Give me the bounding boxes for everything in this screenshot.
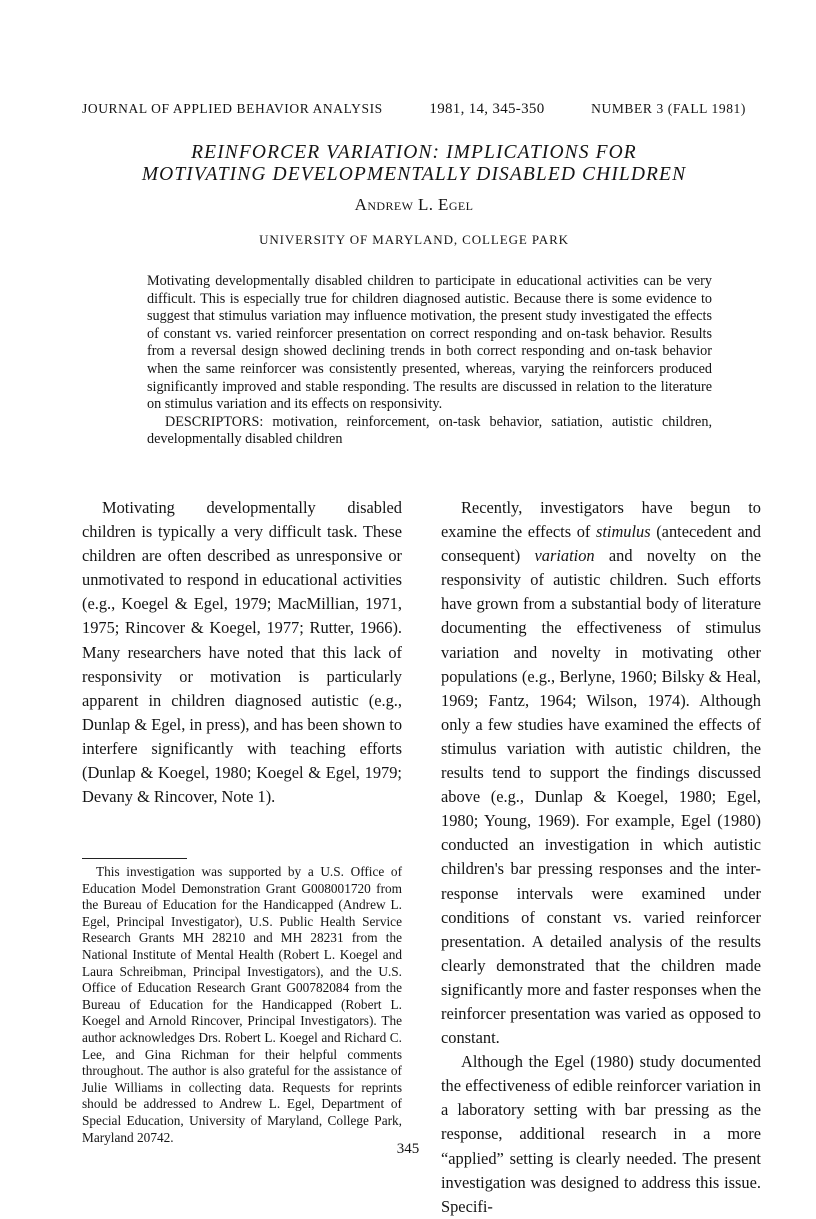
article-title	[82, 142, 746, 186]
text-run: and novelty on the responsivity of autistic children. Such efforts have grown from a substantial body of literature documenting the effectiveness of stimulus variation and novelty in motivating other populations (e.g., Berlyne, 1960; Bilsky & Heal, 1969; Fantz, 1964; Wilson, 1974). Although only a few studies have examined the effects of stimulus variation with autistic children, the results tend to support the findings discussed above (e.g., Dunlap & Koegel, 1980; Egel, 1980; Young, 1969). For example, Egel (1980) conducted an investigation in which autistic children's bar pressing responses and the inter-response intervals were examined under conditions of constant vs. varied reinforcer presentation. A detailed analysis of the results clearly demonstrated that the children made significantly more and faster responses when the reinforcer presentation was varied as opposed to constant.	[441, 546, 761, 1048]
italic-term: stimulus	[595, 522, 651, 542]
text-run: Recently, investigators have begun to examine the effects of	[441, 498, 761, 542]
running-head	[82, 101, 746, 118]
body-paragraph: Motivating developmentally disabled children is typically a very difficult task. These children are often described as unresponsive or unmotivated to respond in educational activities (e.g., Koegel & Egel, 1979; MacMillian, 1971, 1975; Rincover & Koegel, 1977; Rutter, 1966). Many researchers have noted that this lack of responsivity or motivation is particularly apparent in children diagnosed autistic (e.g., Dunlap & Egel, in press), and has been shown to interfere significantly with teaching efforts (Dunlap & Koegel, 1980; Koegel & Egel, 1979; Devany & Rincover, Note 1).	[82, 498, 403, 807]
abstract	[147, 273, 712, 449]
author-affiliation: UNIVERSITY OF MARYLAND, COLLEGE PARK	[259, 232, 569, 247]
abstract-text: Motivating developmentally disabled children to participate in educational activities can be very difficult. This is especially true for children diagnosed autistic. Because there is some evidence to suggest that stimulus variation may influence motivation, the present study investigated the effects of constant vs. varied reinforcer presentation on correct responding and on-task behavior. Results from a reversal design showed declining trends in both correct responding and on-task behavior when the same reinforcer was consistently presented, whereas, varying the reinforcers produced significantly improved and stable responding. The results are discussed in relation to the literature on stimulus variation and its effects on responsivity.	[147, 273, 712, 413]
journal-name: JOURNAL OF APPLIED BEHAVIOR ANALYSIS	[82, 101, 383, 116]
footnote-text: This investigation was supported by a U.S. Office of Education Model Demonstration Grant G008001720 from the Bureau of Education for the Handicapped (Andrew L. Egel, Principal Investigator), U.S. Public Health Service Research Grants MH 28210 and MH 28231 from the National Institute of Mental Health (Robert L. Koegel and Laura Schreibman, Principal Investigators), and the U.S. Office of Education Research Grant G00782084 from the Bureau of Education for the Handicapped (Robert L. Koegel and Arnold Rincover, Principal Investigators). The author acknowledges Drs. Robert L. Koegel and Richard C. Lee, and Gina Richman for their helpful comments throughout. The author is also grateful for the assistance of Julie Williams in collecting data. Requests for reprints should be addressed to Andrew L. Egel, Department of Special Education, University of Maryland, College Park, Maryland 20742.	[82, 864, 402, 1145]
footnote	[82, 864, 402, 1146]
descriptors: DESCRIPTORS: motivation, reinforcement, on-task behavior, satiation, autistic children, developmentally disabled children	[147, 413, 712, 448]
volume-pages: 1981, 14, 345-350	[429, 101, 545, 117]
author-name: Andrew L. Egel	[354, 195, 474, 214]
body-paragraph	[441, 496, 761, 1050]
footnote-divider	[82, 858, 187, 859]
body-paragraph: Although the Egel (1980) study documented the effectiveness of edible reinforcer variation in a laboratory setting with bar pressing as the response, additional research in a more “applied” setting is clearly needed. The present investigation was designed to address this issue. Specifi-	[441, 1052, 761, 1216]
title-line-2: MOTIVATING DEVELOPMENTALLY DISABLED CHILDREN	[141, 164, 687, 185]
text-run: (antecedent and consequent)	[441, 522, 762, 566]
body-column-left	[82, 496, 402, 809]
italic-term: variation	[534, 546, 595, 566]
title-line-1: REINFORCER VARIATION: IMPLICATIONS FOR	[191, 142, 637, 163]
page-number: 345	[396, 1141, 420, 1157]
body-column-right	[441, 496, 761, 1219]
issue-info: NUMBER 3 (FALL 1981)	[591, 101, 746, 116]
